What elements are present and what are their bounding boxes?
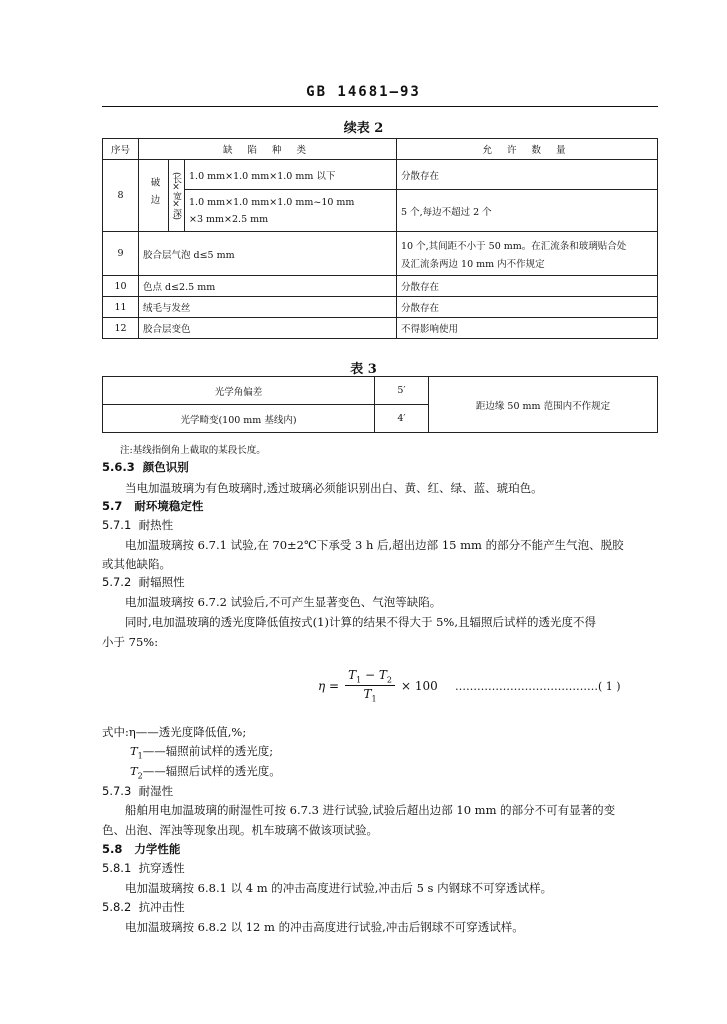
col-header-allow: 允 许 数 量 xyxy=(397,139,658,160)
section-5-8-1-heading: 5.8.1 抗穿透性 xyxy=(102,861,185,875)
section-5-7-heading: 5.7 耐环境稳定性 xyxy=(102,499,204,513)
paragraph: 电加温玻璃按 6.7.1 试验,在 70±2℃下承受 3 h 后,超出边部 15 mm 的部分不能产生气泡、脱胶 xyxy=(125,538,624,552)
page-header: GB 14681—93 xyxy=(306,84,421,100)
allow-count: 5 个,每边不超过 2 个 xyxy=(397,190,658,232)
row-no: 10 xyxy=(103,276,139,297)
defect-group: 破边 xyxy=(139,160,169,232)
table2-caption: 续表 2 xyxy=(343,121,384,136)
table-row xyxy=(103,190,658,232)
table-row xyxy=(103,377,658,405)
paragraph: 电加温玻璃按 6.8.1 以 4 m 的冲击高度进行试验,冲击后 5 s 内钢球不可穿透试样。 xyxy=(125,881,553,895)
formula-number: …………………………………( 1 ) xyxy=(455,680,621,693)
allow-count: 分散存在 xyxy=(397,276,658,297)
section-5-6-3-heading: 5.6.3 颜色识别 xyxy=(102,460,189,474)
defect-type: 1.0 mm×1.0 mm×1.0 mm~10 mm ×3 mm×2.5 mm xyxy=(185,190,397,232)
where-t1: $T_1——$辐照前试样的透光度; xyxy=(130,744,274,761)
row-no: 12 xyxy=(103,318,139,339)
allow-count: 分散存在 xyxy=(397,297,658,318)
section-5-8-heading: 5.8 力学性能 xyxy=(102,842,181,856)
table-row xyxy=(103,276,658,297)
table-note: 注:基线指倒角上截取的某段长度。 xyxy=(120,445,266,456)
table-row xyxy=(103,318,658,339)
where-t2: $T_2——$辐照后试样的透光度。 xyxy=(130,764,281,781)
param-value: 4′ xyxy=(375,405,429,433)
table3-caption: 表 3 xyxy=(350,362,377,377)
col-header-no: 序号 xyxy=(103,139,139,160)
row-no: 8 xyxy=(103,160,139,232)
section-5-7-2-heading: 5.7.2 耐辐照性 xyxy=(102,575,185,589)
param-name: 光学畸变(100 mm 基线内) xyxy=(103,405,375,433)
table-header-row xyxy=(103,139,658,160)
header-rule xyxy=(102,106,658,107)
defect-type: 胶合层气泡 d≤5 mm xyxy=(139,232,397,276)
paragraph: 同时,电加温玻璃的透光度降低值按式(1)计算的结果不得大于 5%,且辐照后试样的透光度不得 xyxy=(125,615,596,629)
paragraph: 当电加温玻璃为有色玻璃时,透过玻璃必须能识别出白、黄、红、绿、蓝、琥珀色。 xyxy=(125,481,543,495)
section-5-8-2-heading: 5.8.2 抗冲击性 xyxy=(102,900,185,914)
paragraph: 电加温玻璃按 6.8.2 以 12 m 的冲击高度进行试验,冲击后钢球不可穿透试样。 xyxy=(125,920,524,934)
table-2 xyxy=(102,138,658,339)
param-value: 5′ xyxy=(375,377,429,405)
paragraph: 色、出泡、浑浊等现象出现。机车玻璃不做该项试验。 xyxy=(102,823,378,837)
paragraph: 电加温玻璃按 6.7.2 试验后,不可产生显著变色、气泡等缺陷。 xyxy=(125,595,442,609)
paragraph: 或其他缺陷。 xyxy=(102,557,171,571)
table-row xyxy=(103,232,658,276)
allow-count: 分散存在 xyxy=(397,160,658,190)
row-no: 9 xyxy=(103,232,139,276)
where-intro: 式中:η——透光度降低值,%; xyxy=(102,725,247,739)
col-header-type: 缺 陷 种 类 xyxy=(139,139,397,160)
formula-1: η = $\frac{T_1 - T_2}{T_1}$ × 100 xyxy=(318,668,438,704)
defect-type: 色点 d≤2.5 mm xyxy=(139,276,397,297)
param-name: 光学角偏差 xyxy=(103,377,375,405)
section-5-7-1-heading: 5.7.1 耐热性 xyxy=(102,518,174,532)
allow-count: 10 个,其间距不小于 50 mm。在汇流条和玻璃贴合处 及汇流条两边 10 mm 内不作规定 xyxy=(397,232,658,276)
paragraph: 船舶用电加温玻璃的耐湿性可按 6.7.3 进行试验,试验后超出边部 10 mm 的部分不可有显著的变 xyxy=(125,803,616,817)
defect-type: 1.0 mm×1.0 mm×1.0 mm 以下 xyxy=(185,160,397,190)
section-5-7-3-heading: 5.7.3 耐湿性 xyxy=(102,784,174,798)
defect-type: 胶合层变色 xyxy=(139,318,397,339)
table-3 xyxy=(102,376,658,433)
row-no: 11 xyxy=(103,297,139,318)
defect-sub: (长×宽×深) xyxy=(169,160,185,232)
param-merged-note: 距边缘 50 mm 范围内不作规定 xyxy=(429,377,658,433)
table-row xyxy=(103,160,658,190)
defect-type: 绒毛与发丝 xyxy=(139,297,397,318)
table-row xyxy=(103,297,658,318)
allow-count: 不得影响使用 xyxy=(397,318,658,339)
paragraph: 小于 75%: xyxy=(102,635,159,649)
